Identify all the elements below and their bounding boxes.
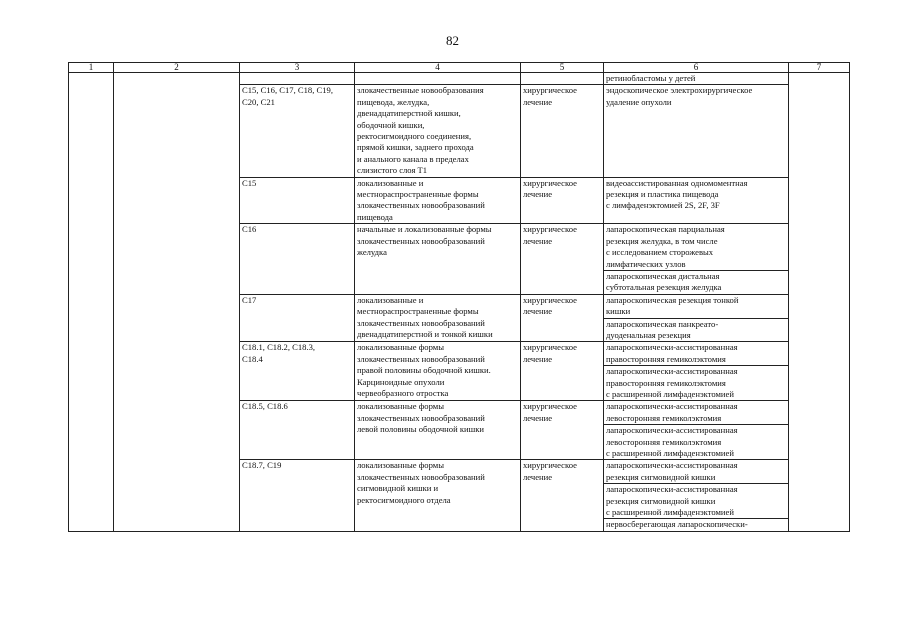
column-header-4: 4 [355, 63, 521, 73]
codes-cell: C15 [240, 177, 355, 224]
method-cell: лапароскопически-ассистированная правосторонняя гемиколэктомия с расширенной лимфаденэктомией [604, 366, 789, 401]
method-cell: эндоскопическое электрохирургическое удаление опухоли [604, 85, 789, 177]
codes-cell: C18.1, C18.2, C18.3, C18.4 [240, 342, 355, 401]
treatment-cell: хирургическое лечение [521, 177, 604, 224]
services-table [68, 62, 850, 532]
method-cell: лапароскопически-ассистированная правосторонняя гемиколэктомия [604, 342, 789, 366]
method-cell: лапароскопически-ассистированная резекция сигмовидной кишки [604, 460, 789, 484]
column-header-5: 5 [521, 63, 604, 73]
disease-cell: локализованные и местнораспространенные формы злокачественных новообразований двенадцатиперстной и тонкой кишки [355, 294, 521, 342]
treatment-cell: хирургическое лечение [521, 342, 604, 401]
disease-cell: локализованные формы злокачественных новообразований сигмовидной кишки и ректосигмоидного отдела [355, 460, 521, 531]
method-cell: ретинобластомы у детей [604, 73, 789, 85]
treatment-cell: хирургическое лечение [521, 85, 604, 177]
method-cell: лапароскопическая панкреато- дуоденальная резекция [604, 318, 789, 342]
treatment-cell: хирургическое лечение [521, 294, 604, 342]
method-cell: видеоассистированная одномоментная резекция и пластика пищевода с лимфаденэктомией 2S, 2F, 3F [604, 177, 789, 224]
column-2-cell [114, 73, 240, 532]
codes-cell: C16 [240, 224, 355, 294]
method-cell: лапароскопическая дистальная субтотальная резекция желудка [604, 270, 789, 294]
treatment-cell: хирургическое лечение [521, 401, 604, 460]
method-cell: лапароскопическая парциальная резекция желудка, в том числе с исследованием сторожевых лимфатических узлов [604, 224, 789, 271]
disease-cell: локализованные и местнораспространенные формы злокачественных новообразований пищевода [355, 177, 521, 224]
column-1-cell [69, 73, 114, 532]
method-cell: нервосберегающая лапароскопически- [604, 519, 789, 531]
method-cell: лапароскопически-ассистированная резекция сигмовидной кишки с расширенной лимфаденэктомией [604, 484, 789, 519]
column-header-6: 6 [604, 63, 789, 73]
disease-cell: локализованные формы злокачественных новообразований правой половины ободочной кишки. Карциноидные опухоли червеобразного отростка [355, 342, 521, 401]
treatment-cell [521, 73, 604, 85]
method-cell: лапароскопически-ассистированная левосторонняя гемиколэктомия [604, 401, 789, 425]
header-row [69, 63, 850, 73]
column-header-2: 2 [114, 63, 240, 73]
column-header-1: 1 [69, 63, 114, 73]
treatment-cell: хирургическое лечение [521, 460, 604, 531]
column-header-7: 7 [789, 63, 850, 73]
page-number: 82 [446, 33, 459, 48]
column-header-3: 3 [240, 63, 355, 73]
disease-cell [355, 73, 521, 85]
disease-cell: злокачественные новообразования пищевода, желудка, двенадцатиперстной кишки, ободочной кишки, ректосигмоидного соединения, прямой кишки, заднего прохода и анального канала в пределах слизистого слоя T1 [355, 85, 521, 177]
method-cell: лапароскопически-ассистированная левосторонняя гемиколэктомия с расширенной лимфаденэктомией [604, 425, 789, 460]
codes-cell [240, 73, 355, 85]
column-7-cell [789, 73, 850, 532]
treatment-cell: хирургическое лечение [521, 224, 604, 294]
carryover-row [69, 73, 850, 85]
codes-cell: C17 [240, 294, 355, 342]
codes-cell: C15, C16, C17, C18, C19, C20, C21 [240, 85, 355, 177]
codes-cell: C18.5, C18.6 [240, 401, 355, 460]
method-cell: лапароскопическая резекция тонкой кишки [604, 294, 789, 318]
disease-cell: начальные и локализованные формы злокачественных новообразований желудка [355, 224, 521, 294]
disease-cell: локализованные формы злокачественных новообразований левой половины ободочной кишки [355, 401, 521, 460]
codes-cell: C18.7, C19 [240, 460, 355, 531]
